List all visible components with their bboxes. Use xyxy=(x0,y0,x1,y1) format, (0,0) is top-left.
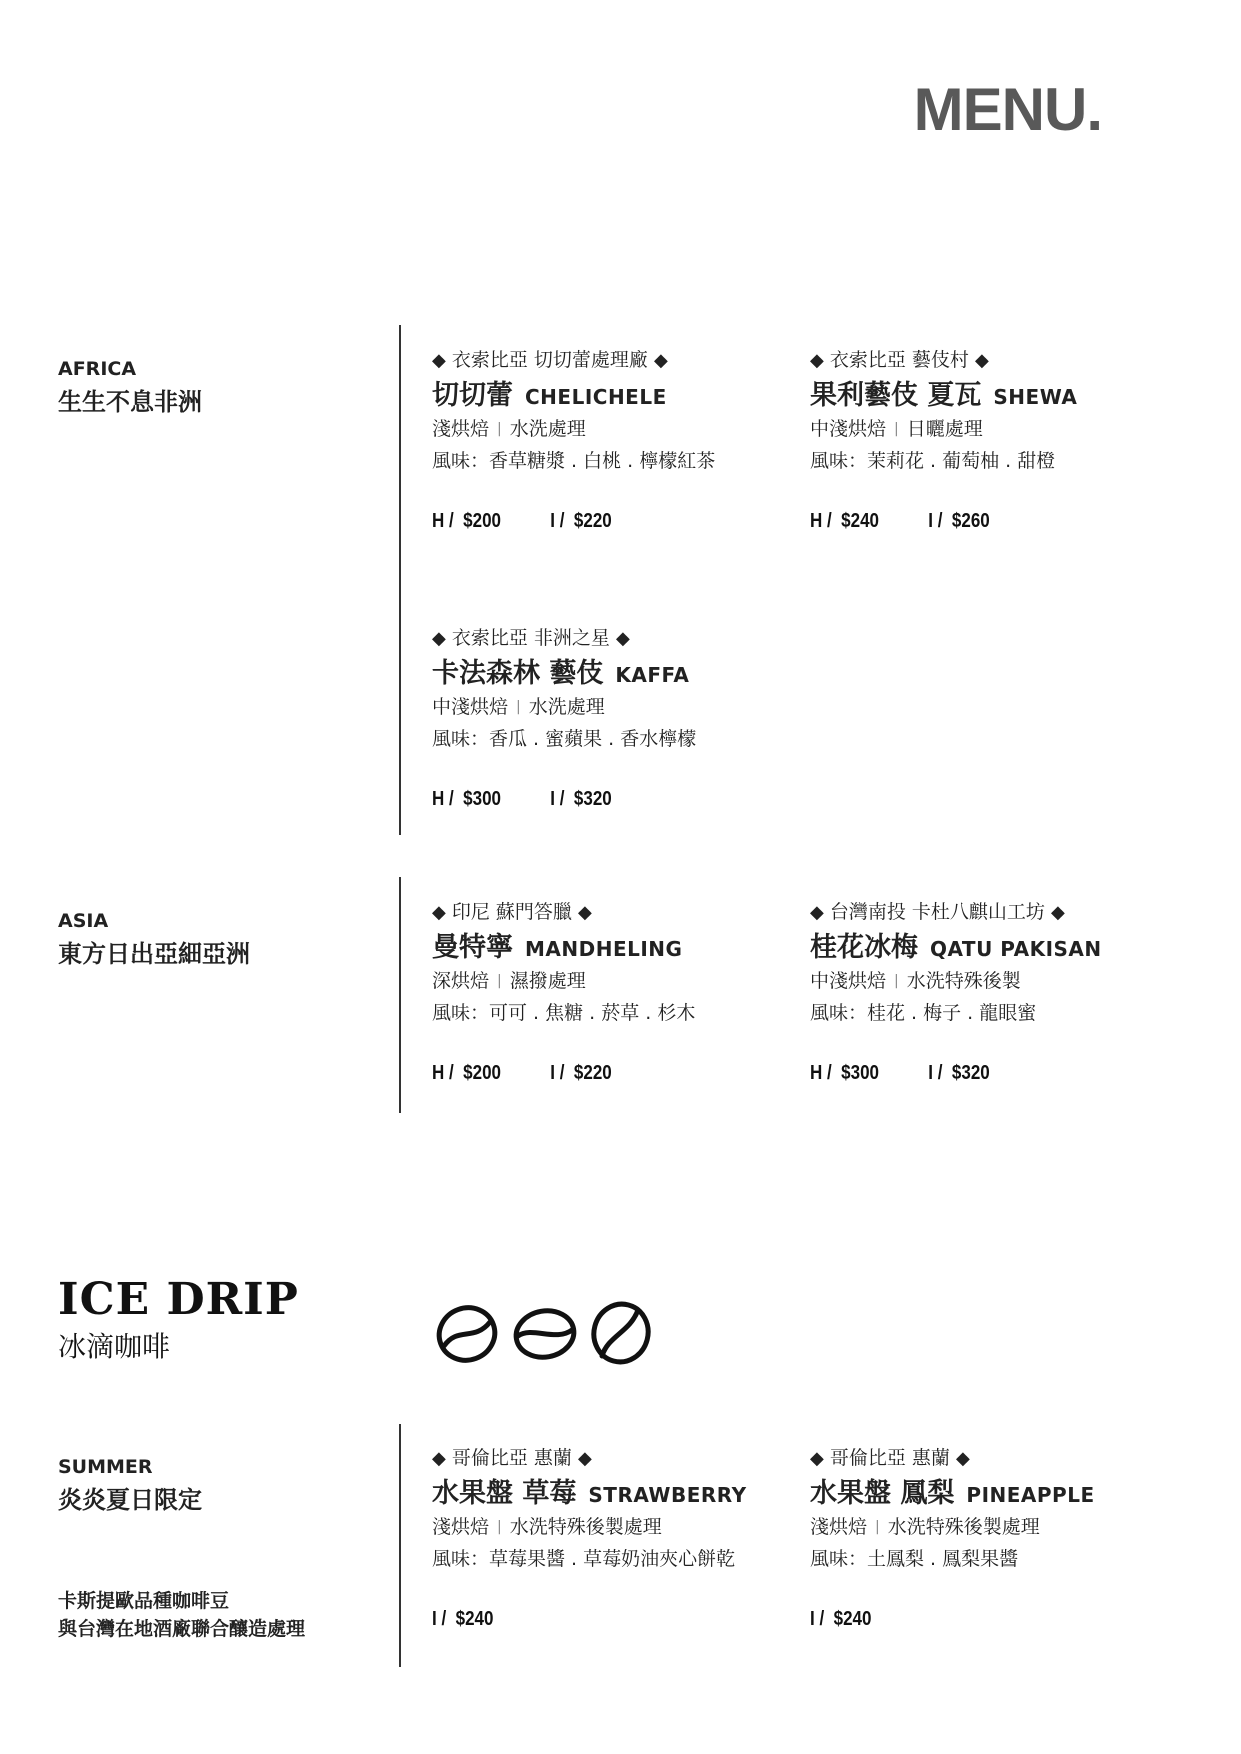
ice-drip-subtitle: 冰滴咖啡 xyxy=(58,1330,171,1363)
item-prices: I / $240 xyxy=(810,1607,872,1630)
summer-note xyxy=(58,1588,305,1643)
section-divider-asia xyxy=(399,877,401,1113)
item-origin: ◆ 衣索比亞 非洲之星 ◆ xyxy=(432,627,630,649)
region-subtitle-africa: 生生不息非洲 xyxy=(58,388,202,416)
item-flavor: 風味：可可 . 焦糖 . 菸草 . 杉木 xyxy=(432,1001,696,1024)
item-roast-process: 中淺烘焙 | 日曬處理 xyxy=(810,418,983,440)
item-prices: I / $240 xyxy=(432,1607,494,1630)
item-flavor: 風味：茉莉花 . 葡萄柚 . 甜橙 xyxy=(810,449,1056,472)
menu-item-kaffa xyxy=(432,629,772,809)
item-prices: H / $200 I / $220 xyxy=(432,1061,612,1084)
menu-item-chelichele xyxy=(432,351,772,531)
item-name: 桂花冰梅 QATU PAKISAN xyxy=(810,932,1102,963)
item-roast-process: 淺烘焙 | 水洗處理 xyxy=(432,418,586,440)
item-roast-process: 深烘焙 | 濕撥處理 xyxy=(432,970,586,992)
ice-drip-title: ICE DRIP xyxy=(58,1274,299,1325)
item-flavor: 風味：香瓜 . 蜜蘋果 . 香水檸檬 xyxy=(432,727,697,750)
item-prices: H / $240 I / $260 xyxy=(810,509,990,532)
coffee-beans-illustration xyxy=(430,1298,660,1368)
menu-item-strawberry xyxy=(432,1449,772,1629)
section-divider-summer xyxy=(399,1424,401,1667)
item-origin: ◆ 哥倫比亞 惠蘭 ◆ xyxy=(432,1447,592,1469)
item-name: 卡法森林 藝伎 KAFFA xyxy=(432,658,690,689)
item-name: 曼特寧 MANDHELING xyxy=(432,932,683,963)
item-prices: H / $200 I / $220 xyxy=(432,509,612,532)
item-origin: ◆ 衣索比亞 藝伎村 ◆ xyxy=(810,349,989,371)
summer-note-line1: 卡斯提歐品種咖啡豆 xyxy=(58,1590,230,1612)
item-origin: ◆ 印尼 蘇門答臘 ◆ xyxy=(432,901,592,923)
item-roast-process: 中淺烘焙 | 水洗特殊後製 xyxy=(810,970,1021,992)
item-flavor: 風味：草莓果醬 . 草莓奶油夾心餅乾 xyxy=(432,1547,736,1570)
section-divider-africa xyxy=(399,325,401,835)
item-flavor: 風味：土鳳梨 . 鳳梨果醬 xyxy=(810,1547,1019,1570)
item-origin: ◆ 哥倫比亞 惠蘭 ◆ xyxy=(810,1447,970,1469)
item-roast-process: 淺烘焙 | 水洗特殊後製處理 xyxy=(432,1516,662,1538)
item-name: 切切蕾 CHELICHELE xyxy=(432,380,667,411)
item-prices: H / $300 I / $320 xyxy=(810,1061,990,1084)
item-flavor: 風味：桂花 . 梅子 . 龍眼蜜 xyxy=(810,1001,1037,1024)
region-label-summer: SUMMER xyxy=(58,1456,153,1478)
region-label-africa: AFRICA xyxy=(58,358,137,380)
item-flavor: 風味：香草糖漿 . 白桃 . 檸檬紅茶 xyxy=(432,449,716,472)
coffee-bean-icon xyxy=(432,1300,502,1368)
item-name: 水果盤 草莓 STRAWBERRY xyxy=(432,1478,747,1509)
item-name: 水果盤 鳳梨 PINEAPPLE xyxy=(810,1478,1095,1509)
menu-item-pineapple xyxy=(810,1449,1150,1629)
item-origin: ◆ 台灣南投 卡杜八麒山工坊 ◆ xyxy=(810,901,1065,923)
coffee-bean-icon xyxy=(512,1306,577,1361)
coffee-bean-icon xyxy=(587,1298,654,1368)
region-subtitle-asia: 東方日出亞細亞洲 xyxy=(58,940,250,968)
item-name: 果利藝伎 夏瓦 SHEWA xyxy=(810,380,1078,411)
menu-item-qatu-pakisan xyxy=(810,903,1150,1083)
item-prices: H / $300 I / $320 xyxy=(432,787,612,810)
page-title: MENU. xyxy=(913,76,1102,143)
item-origin: ◆ 衣索比亞 切切蕾處理廠 ◆ xyxy=(432,349,668,371)
item-roast-process: 中淺烘焙 | 水洗處理 xyxy=(432,696,605,718)
summer-note-line2: 與台灣在地酒廠聯合釀造處理 xyxy=(58,1617,306,1640)
region-subtitle-summer: 炎炎夏日限定 xyxy=(58,1486,202,1514)
menu-item-shewa xyxy=(810,351,1150,531)
item-roast-process: 淺烘焙 | 水洗特殊後製處理 xyxy=(810,1516,1040,1538)
region-label-asia: ASIA xyxy=(58,910,109,932)
menu-item-mandheling xyxy=(432,903,772,1083)
